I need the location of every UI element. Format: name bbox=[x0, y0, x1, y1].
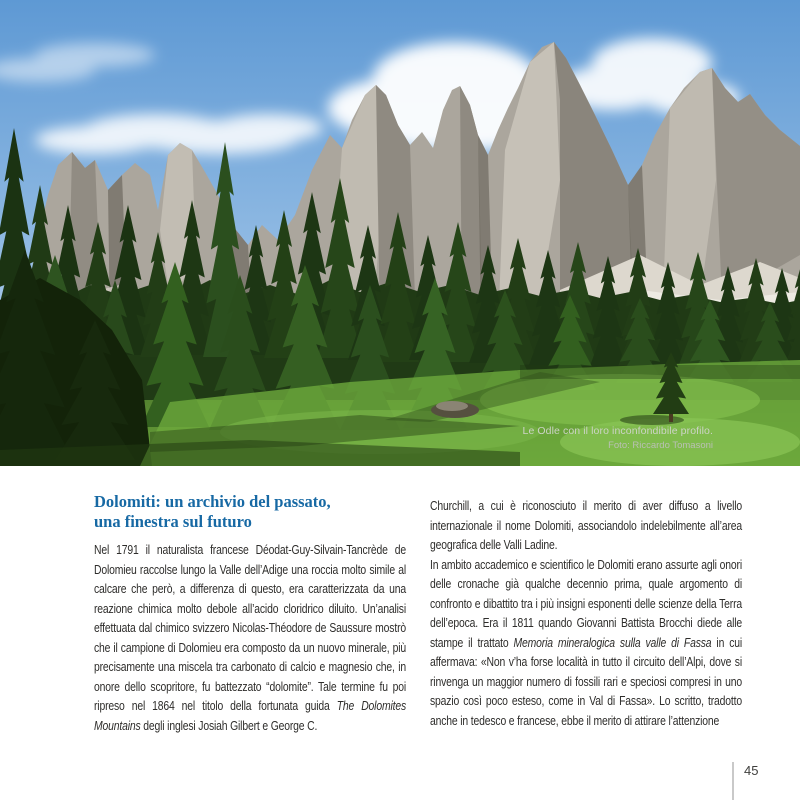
right-paragraph-1: Churchill, a cui è riconosciuto il merito di aver diffuso a livello internazionale il nome Dolomiti, associandolo indelebilmente all’area geografica delle Valli Ladine. bbox=[430, 498, 742, 552]
left-paragraph-text: Nel 1791 il naturalista francese Déodat-Guy-Silvain-Tancrède de Dolomieu raccolse lungo la Valle dell’Adige una roccia molto simile al calcare che però, a differenza di questo, era caratterizzata da una reazione chimica molto debole all’acido cloridrico diluito. Un’analisi effettuata dal chimico svizzero Nicolas-Théodore de Saussure mostrò che il campione di Dolomieu era composto da un nuovo minerale, più precisamente una miscela tra carbonato di calcio e magnesio che, in onore dello scopritore, fu battezzato “dolomite”. Tale termine fu poi ripreso nel 1864 nel titolo della fortunata guida bbox=[94, 542, 406, 713]
article-column-left bbox=[94, 540, 406, 735]
photo-caption: Le Odle con il loro inconfondibile profilo. bbox=[522, 425, 713, 437]
right-paragraph-text: In ambito accademico e scientifico le Dolomiti erano assurte agli onori delle cronache già qualche decennio prima, quale argomento di confronto e dibattito tra i più insigni esponenti delle scienze della Terra dell’epoca. Era il 1811 quando Giovanni Battista Brocchi diede alle stampe il trattato bbox=[430, 556, 742, 650]
book-title-italic: The Dolomites Mountains bbox=[94, 698, 407, 733]
left-paragraph bbox=[94, 540, 406, 735]
article-column-right bbox=[430, 496, 742, 730]
article-title-line2: una finestra sul futuro bbox=[94, 512, 252, 531]
right-paragraph-text-end: in cui affermava: «Non v’ha forse località in tutto il circuito dell’Alpi, dove si rinvenga un maggior numero di fossili rari e speciosi compresi in uno spazio così poco esteso, come in Val di Fassa». Lo scritto, tradotto anche in tedesco e francese, ebbe il merito di attirare l’attenzione bbox=[430, 634, 743, 728]
photo-caption-block bbox=[523, 424, 714, 453]
photo-credit: Foto: Riccardo Tomasoni bbox=[608, 440, 713, 452]
treatise-title-italic: Memoria mineralogica sulla valle di Fassa bbox=[513, 634, 712, 650]
right-paragraph-2 bbox=[430, 555, 742, 731]
folio-divider-rule bbox=[732, 762, 734, 800]
article-title-line1: Dolomiti: un archivio del passato, bbox=[94, 492, 331, 511]
article-title bbox=[94, 492, 434, 532]
page-number: 45 bbox=[744, 763, 759, 778]
left-paragraph-text-end: degli inglesi Josiah Gilbert e George C. bbox=[140, 717, 318, 733]
